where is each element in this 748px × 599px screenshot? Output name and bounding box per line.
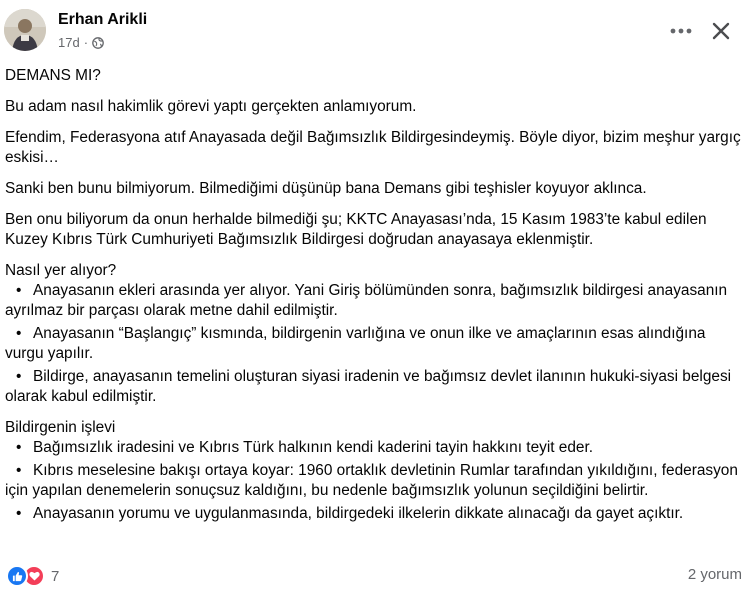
bullet-list-how — [5, 281, 745, 407]
meta-separator: · — [83, 35, 89, 50]
section-title-function: Bildirgenin işlevi — [5, 419, 116, 436]
reaction-count: 7 — [51, 567, 60, 585]
reaction-summary[interactable] — [6, 565, 59, 587]
bullet-icon: • — [16, 505, 22, 522]
post-meta — [58, 35, 104, 50]
author-avatar[interactable] — [4, 9, 46, 51]
close-icon[interactable] — [708, 18, 734, 44]
like-icon — [6, 565, 28, 587]
list-item-text: Bildirge, anayasanın temelini oluşturan siyasi iradenin ve bağımsız devlet ilanının hukuki-siyasi belgesi olarak kabul edilmiştir. — [5, 368, 732, 405]
bullet-icon: • — [16, 368, 22, 385]
globe-icon[interactable] — [92, 37, 104, 49]
post-body — [5, 66, 745, 535]
list-item-text: Anayasanın “Başlangıç” kısmında, bildirgenin varlığına ve onun ilke ve amaçlarının esas alındığına vurgu yapılır. — [5, 325, 706, 362]
list-item-text: Kıbrıs meselesine bakışı ortaya koyar: 1960 ortaklık devletinin Rumlar tarafından yıkıldığını, federasyon için yapılan denemelerin sonuçsuz kaldığını, bu nedenle bağımsızlık yolunun seçildiğini belirtir. — [5, 462, 738, 499]
bullet-list-function — [5, 438, 745, 524]
paragraph-2: Efendim, Federasyona atıf Anayasada değil Bağımsızlık Bildirgesindeymiş. Böyle diyor, bizim meşhur yargıç eskisi… — [5, 129, 741, 166]
list-item — [5, 438, 745, 458]
paragraph-3: Sanki ben bunu bilmiyorum. Bilmediğimi düşünüp bana Demans gibi teşhisler koyuyor aklınca. — [5, 180, 647, 197]
paragraph-4: Ben onu biliyorum da onun herhalde bilmediği şu; KKTC Anayasası’nda, 15 Kasım 1983’te kabul edilen Kuzey Kıbrıs Türk Cumhuriyeti Bağımsızlık Bildirgesi doğrudan anayasaya eklenmiştir. — [5, 211, 707, 248]
list-item-text: Bağımsızlık iradesini ve Kıbrıs Türk halkının kendi kaderini tayin hakkını teyit eder. — [33, 439, 594, 456]
list-item — [5, 461, 745, 501]
bullet-icon: • — [16, 325, 22, 342]
list-item — [5, 281, 745, 321]
bullet-icon: • — [16, 282, 22, 299]
section-title-how: Nasıl yer alıyor? — [5, 262, 117, 279]
list-item — [5, 367, 745, 407]
author-name[interactable]: Erhan Arikli — [58, 11, 148, 28]
bullet-icon: • — [16, 439, 22, 456]
list-item — [5, 324, 745, 364]
comment-count-link[interactable]: 2 yorum — [687, 566, 742, 583]
post-time[interactable]: 17d — [58, 35, 80, 50]
list-item-text: Anayasanın yorumu ve uygulanmasında, bildirgedeki ilkelerin dikkate alınacağı da gayet açıktır. — [33, 505, 684, 522]
bullet-icon: • — [16, 462, 22, 479]
paragraph-1: Bu adam nasıl hakimlik görevi yaptı gerçekten anlamıyorum. — [5, 98, 417, 115]
list-item — [5, 504, 745, 524]
more-options-icon[interactable] — [668, 20, 694, 42]
list-item-text: Anayasanın ekleri arasında yer alıyor. Yani Giriş bölümünden sonra, bağımsızlık bildirgesi anayasanın ayrılmaz bir parçası olarak metne dahil edilmiştir. — [5, 282, 728, 319]
post-title: DEMANS MI? — [5, 67, 101, 84]
